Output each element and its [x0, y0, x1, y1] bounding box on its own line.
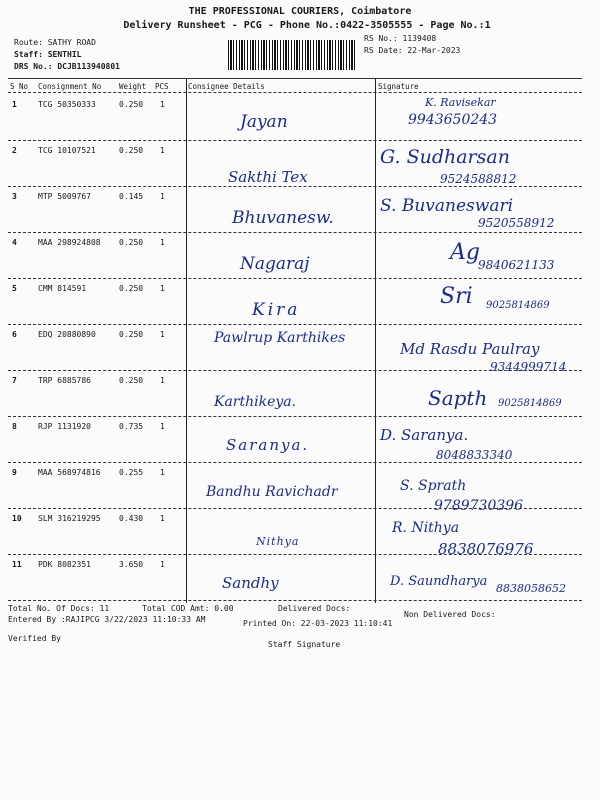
row-phone: 9344999714	[490, 360, 567, 374]
barcode	[228, 40, 356, 70]
row-consignee: Bandhu Ravichadr	[206, 484, 338, 500]
row-weight: 0.250	[119, 284, 144, 293]
row-phone: 8838058652	[496, 582, 566, 595]
row-consignee: Saranya.	[226, 436, 310, 454]
row-consignment: MAA 298924808	[38, 238, 101, 247]
row-phone: 8838076976	[438, 540, 534, 558]
row-pcs: 1	[160, 514, 165, 523]
row-signature: Sapth	[428, 386, 488, 410]
row-divider	[8, 416, 582, 417]
row-pcs: 1	[160, 146, 165, 155]
row-weight: 0.250	[119, 376, 144, 385]
row-weight: 0.250	[119, 100, 144, 109]
row-divider	[8, 370, 582, 371]
non-delivered-docs: Non Delivered Docs:	[404, 610, 496, 619]
row-signature: D. Saranya.	[380, 426, 469, 444]
row-consignment: MAA 568974816	[38, 468, 101, 477]
row-phone: 9025814869	[486, 300, 550, 311]
company-title: THE PROFESSIONAL COURIERS, Coimbatore	[188, 6, 412, 17]
col-consignee: Consignee Details	[188, 82, 265, 91]
row-divider	[8, 140, 582, 141]
row-pcs: 1	[160, 468, 165, 477]
staff-label: Staff:	[14, 50, 43, 59]
row-weight: 0.145	[119, 192, 144, 201]
route-value: SATHY ROAD	[47, 38, 96, 47]
total-cod: Total COD Amt: 0.00	[142, 604, 234, 613]
staff-line	[14, 50, 81, 59]
route-label: Route:	[14, 38, 43, 47]
row-divider	[8, 324, 582, 325]
row-sno: 6	[12, 330, 17, 339]
row-signature: K. Ravisekar	[425, 96, 496, 109]
row-weight: 0.255	[119, 468, 144, 477]
row-divider	[8, 554, 582, 555]
row-divider	[8, 278, 582, 279]
row-consignment: EDQ 20880890	[38, 330, 96, 339]
row-pcs: 1	[160, 560, 165, 569]
row-consignment: TCG 10107521	[38, 146, 96, 155]
row-pcs: 1	[160, 284, 165, 293]
row-consignee: Kira	[252, 300, 301, 320]
printed-on: Printed On: 22-03-2023 11:10:41	[243, 619, 393, 628]
staff-value: SENTHIL	[47, 50, 82, 59]
row-sno: 3	[12, 192, 17, 201]
row-consignee: Pawlrup Karthikes	[214, 330, 346, 346]
row-consignment: MTP 5009767	[38, 192, 91, 201]
row-pcs: 1	[160, 192, 165, 201]
drs-value: DCJB113940801	[57, 62, 120, 71]
drs-label: DRS No.:	[14, 62, 53, 71]
row-consignee: Nithya	[256, 535, 300, 548]
delivered-docs: Delivered Docs:	[278, 604, 351, 613]
row-consignee: Sandhy	[222, 574, 279, 592]
row-sno: 7	[12, 376, 17, 385]
row-consignment: PDK 8082351	[38, 560, 91, 569]
row-weight: 0.735	[119, 422, 144, 431]
route-line	[14, 38, 96, 47]
row-weight: 0.250	[119, 238, 144, 247]
row-signature: Md Rasdu Paulray	[400, 340, 540, 358]
row-signature: Ag	[450, 240, 480, 265]
row-consignment: RJP 1131920	[38, 422, 91, 431]
col-sno: S No	[10, 82, 29, 91]
row-pcs: 1	[160, 100, 165, 109]
table-top-rule	[8, 78, 582, 79]
row-consignment: SLM 316219295	[38, 514, 101, 523]
header-rule	[8, 92, 582, 93]
table-bottom-rule	[8, 600, 582, 601]
row-sno: 5	[12, 284, 17, 293]
row-divider	[8, 462, 582, 463]
row-sno: 9	[12, 468, 17, 477]
row-signature: Sri	[440, 284, 473, 309]
col-consignment: Consignment No	[38, 82, 102, 91]
row-consignee: Karthikeya.	[214, 394, 297, 410]
row-phone: 9943650243	[408, 112, 498, 128]
row-divider	[8, 232, 582, 233]
col-signature: Signature	[378, 82, 419, 91]
row-sno: 4	[12, 238, 17, 247]
runsheet-subtitle: Delivery Runsheet - PCG - Phone No.:0422-3505555 - Page No.:1	[123, 20, 491, 31]
row-signature: D. Saundharya	[390, 574, 488, 589]
total-docs: Total No. Of Docs: 11	[8, 604, 110, 613]
row-phone: 9524588812	[440, 172, 517, 186]
row-weight: 0.430	[119, 514, 144, 523]
row-consignment: TRP 6885786	[38, 376, 91, 385]
signature-column-divider	[375, 78, 376, 603]
row-sno: 11	[12, 560, 22, 569]
row-phone: 9025814869	[498, 398, 562, 409]
row-weight: 0.250	[119, 330, 144, 339]
row-weight: 0.250	[119, 146, 144, 155]
row-consignment: CMM 814591	[38, 284, 87, 293]
row-phone: 8048833340	[436, 448, 513, 462]
row-phone: 9789730396	[434, 498, 524, 514]
row-sno: 8	[12, 422, 17, 431]
row-signature: G. Sudharsan	[380, 146, 510, 168]
col-pcs: PCS	[155, 82, 169, 91]
row-divider	[8, 186, 582, 187]
row-consignee: Nagaraj	[240, 254, 310, 274]
row-sno: 1	[12, 100, 17, 109]
row-sno: 10	[12, 514, 22, 523]
row-weight: 3.650	[119, 560, 144, 569]
row-phone: 9520558912	[478, 216, 555, 230]
row-consignee: Sakthi Tex	[228, 168, 308, 186]
row-consignee: Jayan	[240, 112, 288, 132]
row-signature: S. Sprath	[400, 478, 467, 494]
col-weight: Weight	[119, 82, 147, 91]
staff-signature: Staff Signature	[268, 640, 341, 649]
row-pcs: 1	[160, 376, 165, 385]
row-phone: 9840621133	[478, 258, 555, 272]
row-consignment: TCG 50350333	[38, 100, 96, 109]
row-sno: 2	[12, 146, 17, 155]
rs-number: RS No.: 1139408	[364, 34, 437, 43]
row-divider	[8, 508, 582, 509]
row-consignee: Bhuvanesw.	[232, 208, 334, 228]
drs-line	[14, 62, 120, 71]
verified-by: Verified By	[8, 634, 61, 643]
row-pcs: 1	[160, 238, 165, 247]
row-pcs: 1	[160, 330, 165, 339]
entered-by: Entered By :RAJIPCG 3/22/2023 11:10:33 AM	[8, 615, 206, 624]
rs-date: RS Date: 22-Mar-2023	[364, 46, 461, 55]
row-pcs: 1	[160, 422, 165, 431]
consignee-column-divider	[186, 78, 187, 603]
row-signature: R. Nithya	[392, 520, 460, 536]
row-signature: S. Buvaneswari	[380, 196, 514, 216]
